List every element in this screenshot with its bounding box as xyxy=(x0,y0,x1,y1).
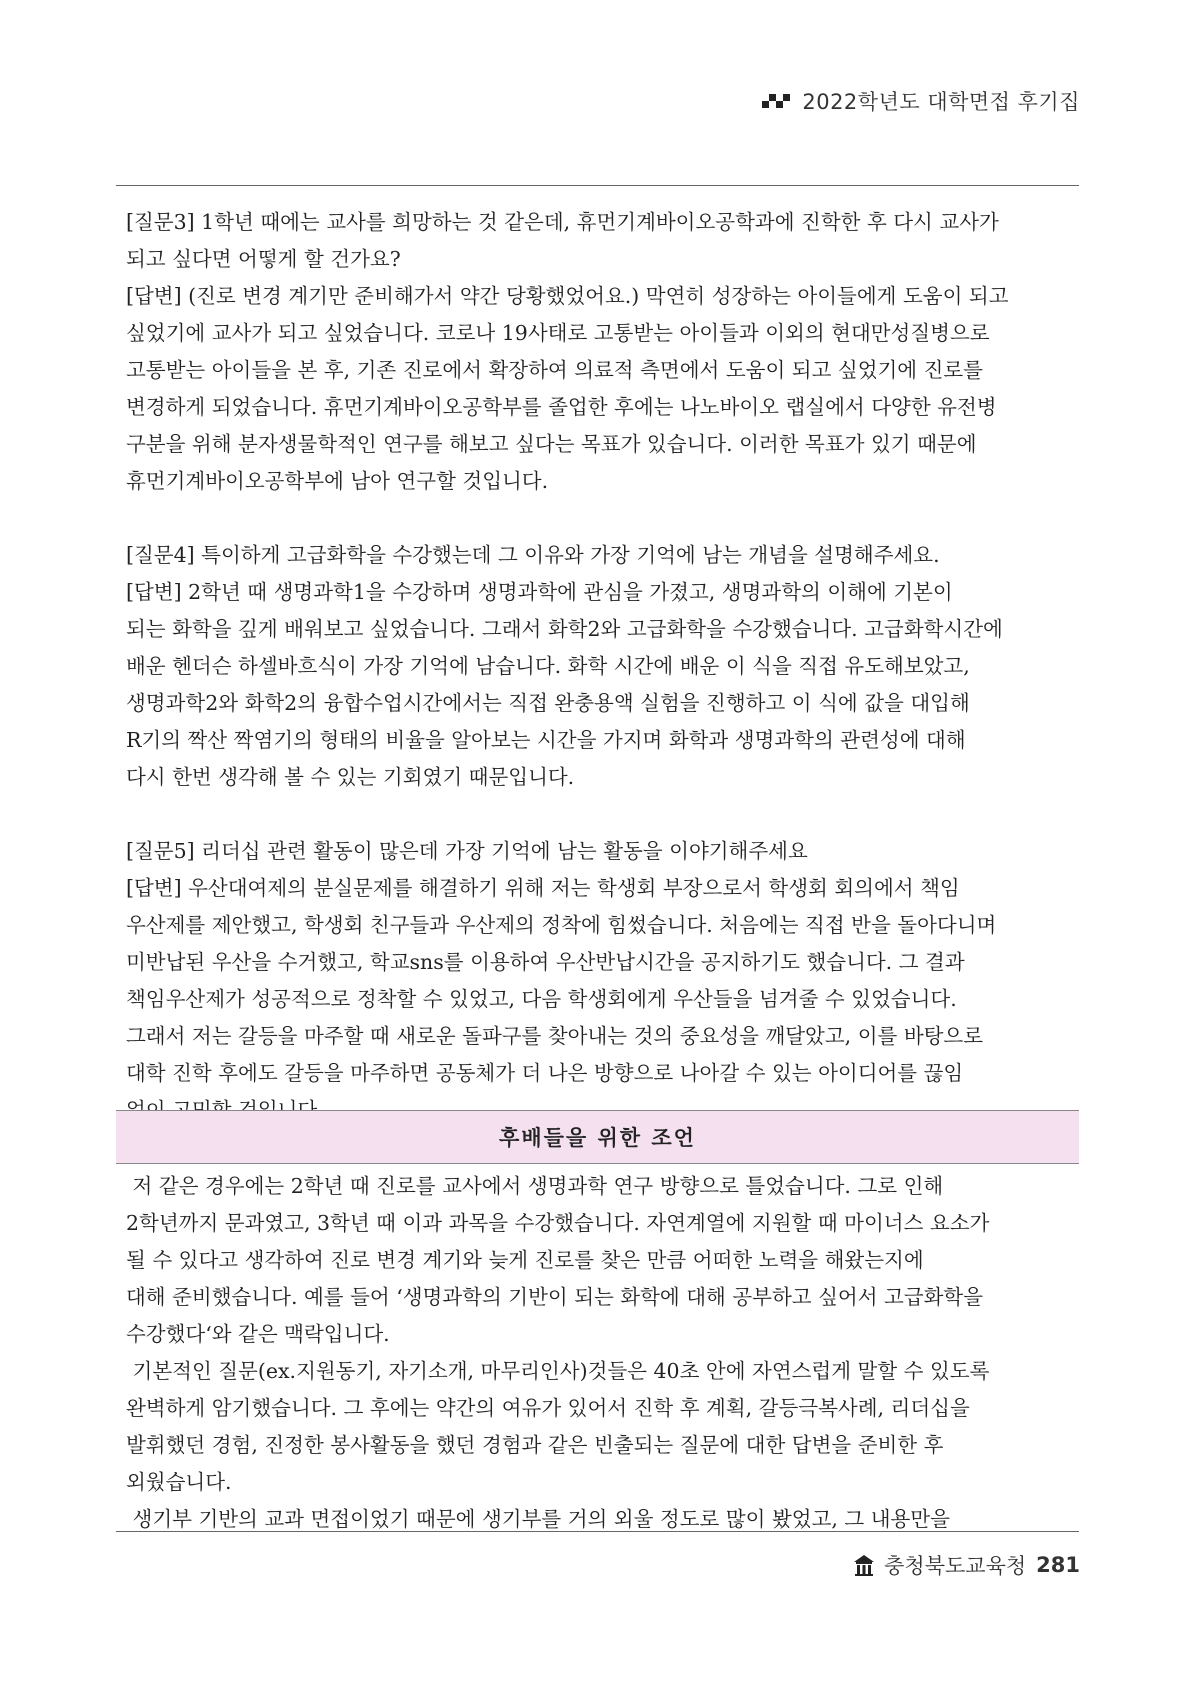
advice-line: 수강했다‘와 같은 맥락입니다. xyxy=(126,1322,390,1346)
advice-heading-box xyxy=(116,1110,1079,1164)
page-footer xyxy=(852,1550,1080,1580)
qa3-line: 고통받는 아이들을 본 후, 기존 진로에서 확장하여 의료적 측면에서 도움이 되고 싶었기에 진로를 xyxy=(126,358,984,382)
header-divider xyxy=(116,185,1079,186)
qa5-line: 대학 진학 후에도 갈등을 마주하면 공동체가 더 나은 방향으로 나아갈 수 있는 아이디어를 끊임 xyxy=(126,1061,964,1085)
qa-block-3 xyxy=(126,204,1074,500)
publisher-name: 충청북도교육청 xyxy=(884,1554,1027,1578)
qa3-line: [질문3] 1학년 때에는 교사를 희망하는 것 같은데, 휴먼기계바이오공학과에 진학한 후 다시 교사가 xyxy=(126,210,999,234)
advice-line: 외웠습니다. xyxy=(126,1470,232,1494)
footer-divider xyxy=(116,1531,1079,1532)
advice-title: 후배들을 위한 조언 xyxy=(499,1126,696,1150)
qa4-line: [답변] 2학년 때 생명과학1을 수강하며 생명과학에 관심을 가졌고, 생명과학의 이해에 기본이 xyxy=(126,580,953,604)
qa5-line: 미반납된 우산을 수거했고, 학교sns를 이용하여 우산반납시간을 공지하기도 했습니다. 그 결과 xyxy=(126,950,965,974)
page-header xyxy=(762,86,1080,116)
interview-qa-section xyxy=(126,204,1074,1129)
qa3-line: 휴먼기계바이오공학부에 남아 연구할 것입니다. xyxy=(126,469,549,493)
advice-section xyxy=(126,1168,1074,1538)
qa4-line: 배운 헨더슨 하셀바흐식이 가장 기억에 남습니다. 화학 시간에 배운 이 식을 직접 유도해보았고, xyxy=(126,654,970,678)
qa5-line: [답변] 우산대여제의 분실문제를 해결하기 위해 저는 학생회 부장으로서 학생회 회의에서 책임 xyxy=(126,876,960,900)
advice-line: 완벽하게 암기했습니다. 그 후에는 약간의 여유가 있어서 진학 후 계획, 갈등극복사례, 리더십을 xyxy=(126,1396,970,1420)
chungbuk-education-logo-icon xyxy=(852,1553,876,1577)
paragraph-gap xyxy=(126,500,1074,537)
qa4-line: 되는 화학을 깊게 배워보고 싶었습니다. 그래서 화학2와 고급화학을 수강했습니다. 고급화학시간에 xyxy=(126,617,1003,641)
qa3-line: 싶었기에 교사가 되고 싶었습니다. 코로나 19사태로 고통받는 아이들과 이외의 현대만성질병으로 xyxy=(126,321,990,345)
qa-block-5 xyxy=(126,833,1074,1129)
advice-line: 생기부 기반의 교과 면접이었기 때문에 생기부를 거의 외울 정도로 많이 봤었고, 그 내용만을 xyxy=(126,1507,950,1531)
advice-line: 될 수 있다고 생각하여 진로 변경 계기와 늦게 진로를 찾은 만큼 어떠한 노력을 해왔는지에 xyxy=(126,1248,924,1272)
qa3-line: 변경하게 되었습니다. 휴먼기계바이오공학부를 졸업한 후에는 나노바이오 랩실에서 다양한 유전병 xyxy=(126,395,997,419)
header-title: 2022학년도 대학면접 후기집 xyxy=(802,90,1080,114)
qa5-line: [질문5] 리더십 관련 활동이 많은데 가장 기억에 남는 활동을 이야기해주세요 xyxy=(126,839,808,863)
qa3-line: [답변] (진로 변경 계기만 준비해가서 약간 당황했었어요.) 막연히 성장하는 아이들에게 도움이 되고 xyxy=(126,284,1009,308)
qa3-line: 구분을 위해 분자생물학적인 연구를 해보고 싶다는 목표가 있습니다. 이러한 목표가 있기 때문에 xyxy=(126,432,977,456)
qa5-line: 책임우산제가 성공적으로 정착할 수 있었고, 다음 학생회에게 우산들을 넘겨줄 수 있었습니다. xyxy=(126,987,957,1011)
advice-line: 발휘했던 경험, 진정한 봉사활동을 했던 경험과 같은 빈출되는 질문에 대한 답변을 준비한 후 xyxy=(126,1433,944,1457)
page-number: 281 xyxy=(1036,1553,1080,1577)
advice-line: 2학년까지 문과였고, 3학년 때 이과 과목을 수강했습니다. 자연계열에 지원할 때 마이너스 요소가 xyxy=(126,1211,990,1235)
qa5-line: 그래서 저는 갈등을 마주할 때 새로운 돌파구를 찾아내는 것의 중요성을 깨달았고, 이를 바탕으로 xyxy=(126,1024,984,1048)
qa5-line: 우산제를 제안했고, 학생회 친구들과 우산제의 정착에 힘썼습니다. 처음에는 직접 반을 돌아다니며 xyxy=(126,913,997,937)
advice-line: 저 같은 경우에는 2학년 때 진로를 교사에서 생명과학 연구 방향으로 틀었습니다. 그로 인해 xyxy=(126,1174,944,1198)
paragraph-gap xyxy=(126,796,1074,833)
qa4-line: 생명과학2와 화학2의 융합수업시간에서는 직접 완충용액 실험을 진행하고 이 식에 값을 대입해 xyxy=(126,691,970,715)
qa4-line: R기의 짝산 짝염기의 형태의 비율을 알아보는 시간을 가지며 화학과 생명과학의 관련성에 대해 xyxy=(126,728,966,752)
qa4-line: 다시 한번 생각해 볼 수 있는 기회였기 때문입니다. xyxy=(126,765,575,789)
qa-block-4 xyxy=(126,537,1074,796)
advice-line: 기본적인 질문(ex.지원동기, 자기소개, 마무리인사)것들은 40초 안에 자연스럽게 말할 수 있도록 xyxy=(126,1359,990,1383)
qa3-line: 되고 싶다면 어떻게 할 건가요? xyxy=(126,247,401,271)
checker-pattern-icon xyxy=(762,94,792,108)
advice-line: 대해 준비했습니다. 예를 들어 ‘생명과학의 기반이 되는 화학에 대해 공부하고 싶어서 고급화학을 xyxy=(126,1285,984,1309)
qa4-line: [질문4] 특이하게 고급화학을 수강했는데 그 이유와 가장 기억에 남는 개념을 설명해주세요. xyxy=(126,543,940,567)
